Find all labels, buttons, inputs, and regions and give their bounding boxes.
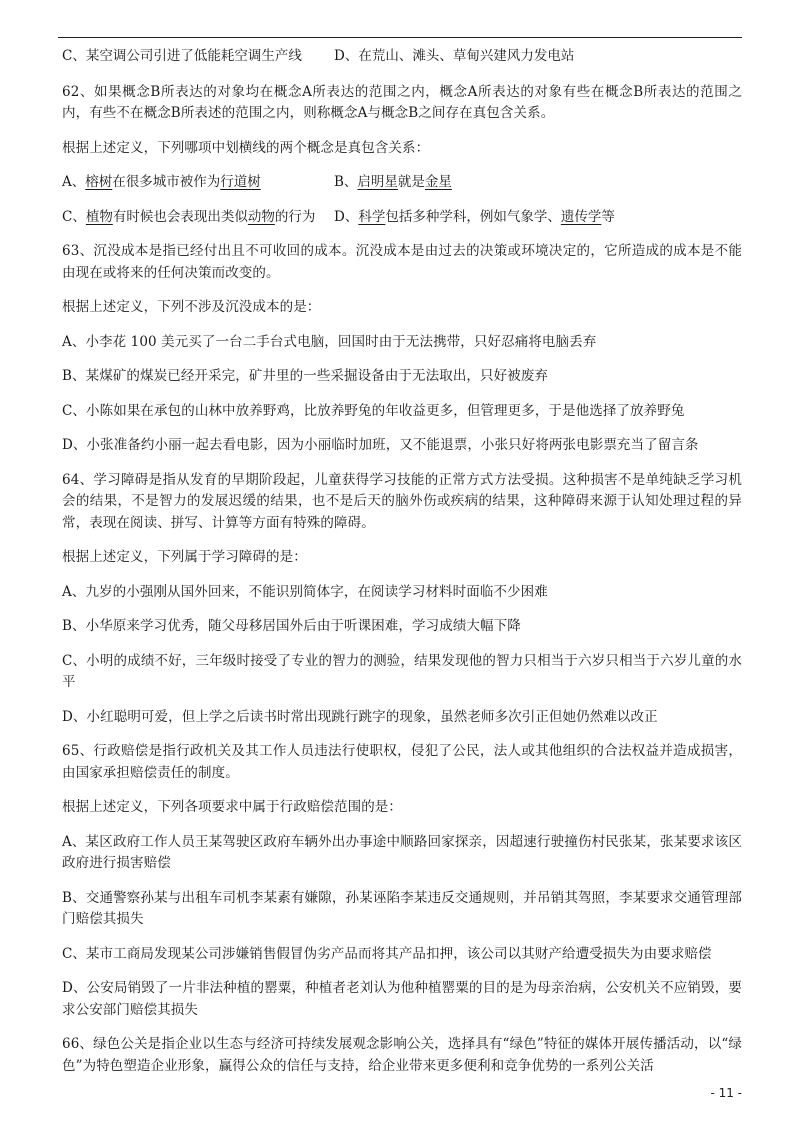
- option-prefix: A、: [62, 174, 86, 190]
- q61-option-d: D、在荒山、滩头、草甸兴建风力发电站: [334, 48, 575, 64]
- underlined-term: 启明星: [357, 174, 398, 190]
- q62-stem: 62、如果概念B所表达的对象均在概念A所表达的范围之内，概念A所表达的对象有些在概念B所表达的范围之内，有些不在概念B所表述的范围之内，则称概念A与概念B之间存在真包含关系。: [62, 83, 742, 121]
- option-text: 的行为: [274, 208, 316, 225]
- q63-prompt: 根据上述定义，下列不涉及沉没成本的是：: [62, 299, 321, 315]
- underlined-term: 科学: [358, 208, 386, 225]
- option-text: 等: [601, 208, 615, 225]
- q62-option-d: [334, 207, 742, 229]
- q61-options-cd: [62, 46, 742, 68]
- q65-option-d: D、公安局销毁了一片非法种植的罂粟，种植者老刘认为他种植罂粟的目的是为母亲治病，公安机关不应销毁，要求公安部门赔偿其损失: [62, 980, 742, 1018]
- q63-option-b: B、某煤矿的煤炭已经开采完，矿井里的一些采掘设备由于无法取出，只好被废弃: [62, 368, 549, 384]
- underlined-term: 榕树: [85, 174, 113, 190]
- q61-option-c: C、某空调公司引进了低能耗空调生产线: [62, 48, 302, 64]
- q64-stem: 64、学习障碍是指从发育的早期阶段起，儿童获得学习技能的正常方式方法受损。这种损害不是单纯缺乏学习机会的结果，不是智力的发展迟缓的结果，也不是后天的脑外伤或疾病的结果，这种障碍来源于认知处理过程的异常，表现在阅读、拼写、计算等方面有特殊的障碍。: [62, 471, 742, 531]
- header-rule: [58, 37, 742, 38]
- q65-option-c: C、某市工商局发现某公司涉嫌销售假冒伪劣产品而将其产品扣押，该公司以其财产给遭受损失为由要求赔偿: [62, 945, 712, 962]
- q62-option-b: [334, 172, 742, 194]
- q63-stem: 63、沉没成本是指已经付出且不可收回的成本。沉没成本是由过去的决策或环境决定的，它所造成的成本是不能由现在或将来的任何决策而改变的。: [62, 243, 742, 281]
- q64-option-a: A、九岁的小强刚从国外回来，不能识别简体字，在阅读学习材料时面临不少困难: [62, 583, 548, 600]
- underlined-term: 金星: [424, 174, 452, 190]
- q65-option-a: A、某区政府工作人员王某驾驶区政府车辆外出办事途中顺路回家探亲，因超速行驶撞伤村民张某，张某要求该区政府进行损害赔偿: [62, 833, 742, 871]
- q62-option-c: [62, 207, 334, 229]
- q64-option-b: B、小华原来学习优秀，随父母移居国外后由于听课困难，学习成绩大幅下降: [62, 618, 521, 634]
- q65-prompt: 根据上述定义，下列各项要求中属于行政赔偿范围的是：: [62, 799, 402, 815]
- q62-prompt: 根据上述定义，下列哪项中划横线的两个概念是真包含关系：: [62, 139, 430, 156]
- option-text: 就是: [397, 174, 425, 190]
- q62-options-ab: [62, 172, 742, 194]
- underlined-term: 植物: [85, 208, 113, 225]
- q63-option-a: A、小李花 100 美元买了一台二手台式电脑，回国时由于无法携带，只好忍痛将电脑丢弃: [62, 333, 597, 350]
- underlined-term: 动物: [247, 208, 275, 225]
- q64-option-d: D、小红聪明可爱，但上学之后读书时常出现跳行跳字的现象，虽然老师多次引正但她仍然难以改正: [62, 708, 658, 725]
- option-text: 有时候也会表现出类似: [112, 208, 248, 225]
- page-content: [62, 46, 742, 1090]
- underlined-term: 行道树: [220, 174, 261, 190]
- q62-option-a: [62, 172, 334, 194]
- q63-option-c: C、小陈如果在承包的山林中放养野鸡，比放养野兔的年收益更多，但管理更多，于是他选择了放养野兔: [62, 402, 685, 419]
- q65-stem: 65、行政赔偿是指行政机关及其工作人员违法行使职权，侵犯了公民，法人或其他组织的合法权益并造成损害，由国家承担赔偿责任的制度。: [62, 743, 742, 781]
- q64-prompt: 根据上述定义，下列属于学习障碍的是：: [62, 549, 307, 565]
- q64-option-c: C、小明的成绩不好，三年级时接受了专业的智力的测验，结果发现他的智力只相当于六岁只相当于六岁儿童的水平: [62, 652, 742, 690]
- option-prefix: C、: [62, 208, 86, 225]
- option-prefix: B、: [334, 174, 358, 190]
- q63-option-d: D、小张准备约小丽一起去看电影，因为小丽临时加班，又不能退票，小张只好将两张电影票充当了留言条: [62, 437, 699, 453]
- page-number: - 11 -: [710, 1086, 742, 1100]
- underlined-term: 遗传学: [560, 208, 602, 225]
- option-prefix: D、: [334, 208, 359, 225]
- option-text: 包括多种学科，例如气象学、: [385, 208, 561, 225]
- q62-options-cd: [62, 207, 742, 229]
- q65-option-b: B、交通警察孙某与出租车司机李某素有嫌隙，孙某诬陷李某违反交通规则，并吊销其驾照，李某要求交通管理部门赔偿其损失: [62, 889, 742, 927]
- option-text: 在很多城市被作为: [112, 174, 221, 190]
- q66-stem: 66、绿色公关是指企业以生态与经济可持续发展观念影响公关，选择具有“绿色”特征的媒体开展传播活动，以“绿色”为特色塑造企业形象，赢得公众的信任与支持，给企业带来更多便利和竞争优势的一系列公关活: [62, 1036, 742, 1074]
